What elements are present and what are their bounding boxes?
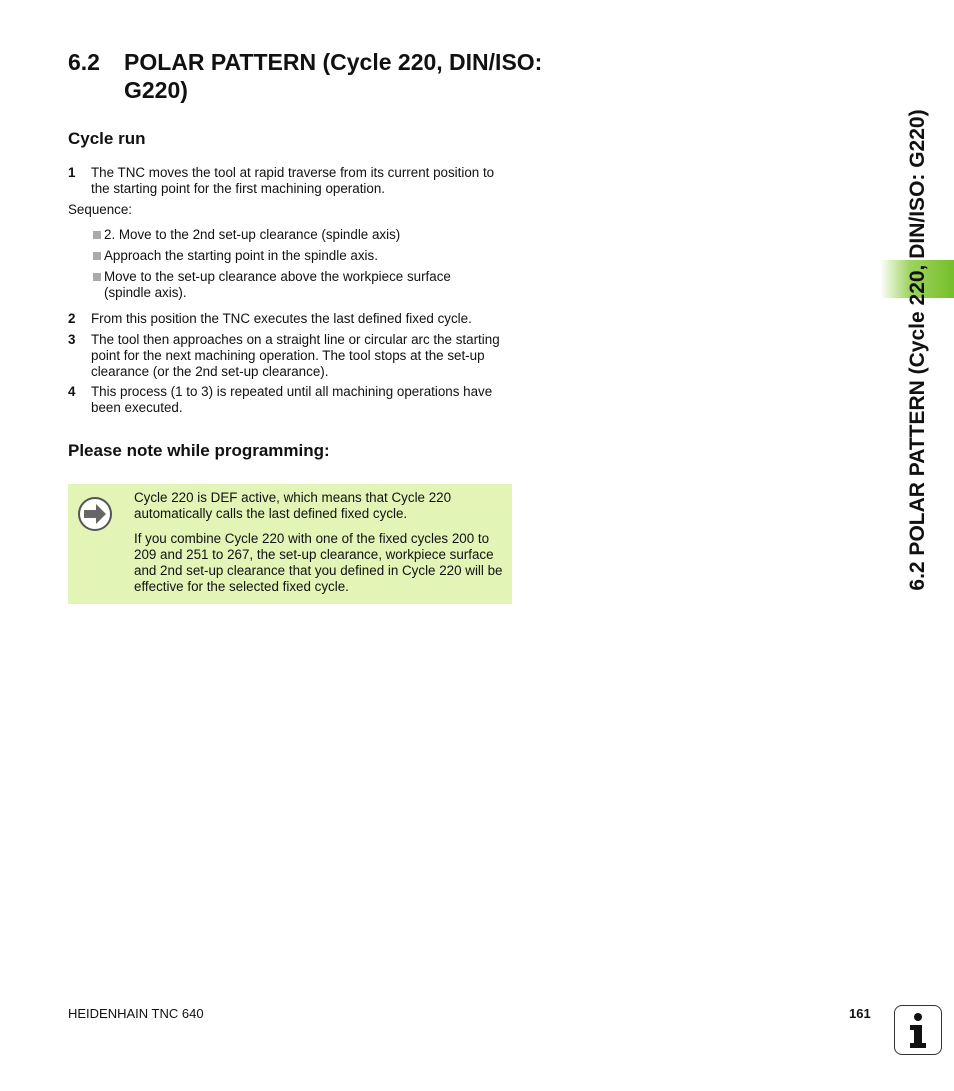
footer-product: HEIDENHAIN TNC 640	[68, 1006, 204, 1021]
step-number: 1	[68, 165, 76, 180]
note-paragraph: Cycle 220 is DEF active, which means that Cycle 220 automatically calls the last defined fixed cycle.	[134, 490, 452, 521]
step-text: The TNC moves the tool at rapid traverse from its current position to the starting point for the first machining operation.	[91, 165, 495, 196]
section-title: POLAR PATTERN (Cycle 220, DIN/ISO: G220)	[124, 49, 543, 103]
list-item: Move to the set-up clearance above the workpiece surface (spindle axis).	[91, 269, 494, 301]
cycle-run-heading: Cycle run	[68, 129, 146, 148]
step-number: 4	[68, 384, 76, 399]
note-heading: Please note while programming:	[68, 441, 330, 460]
step-number: 2	[68, 311, 76, 326]
step-text: From this position the TNC executes the last defined fixed cycle.	[91, 311, 472, 326]
side-title: 6.2 POLAR PATTERN (Cycle 220, DIN/ISO: G220)	[906, 109, 929, 591]
note-paragraph: If you combine Cycle 220 with one of the fixed cycles 200 to 209 and 251 to 267, the set-up clearance, workpiece surface and 2nd set-up clearance that you defined in Cycle 220 will be effective for the selected fixed cycle.	[134, 531, 503, 594]
step-text: This process (1 to 3) is repeated until all machining operations have been executed.	[91, 384, 493, 415]
section-number: 6.2	[68, 49, 100, 75]
list-item: Approach the starting point in the spindle axis.	[91, 248, 514, 264]
info-icon	[894, 1005, 942, 1055]
arrow-right-icon	[78, 497, 112, 531]
page-number: 161	[849, 1006, 871, 1021]
step-number: 3	[68, 332, 76, 347]
list-item: 2. Move to the 2nd set-up clearance (spindle axis)	[91, 227, 514, 243]
sequence-label: Sequence:	[68, 202, 133, 217]
step-text: The tool then approaches on a straight line or circular arc the starting point for the next machining operation. The tool stops at the set-up clearance (or the 2nd set-up clearance).	[91, 332, 500, 379]
note-box	[68, 484, 512, 604]
